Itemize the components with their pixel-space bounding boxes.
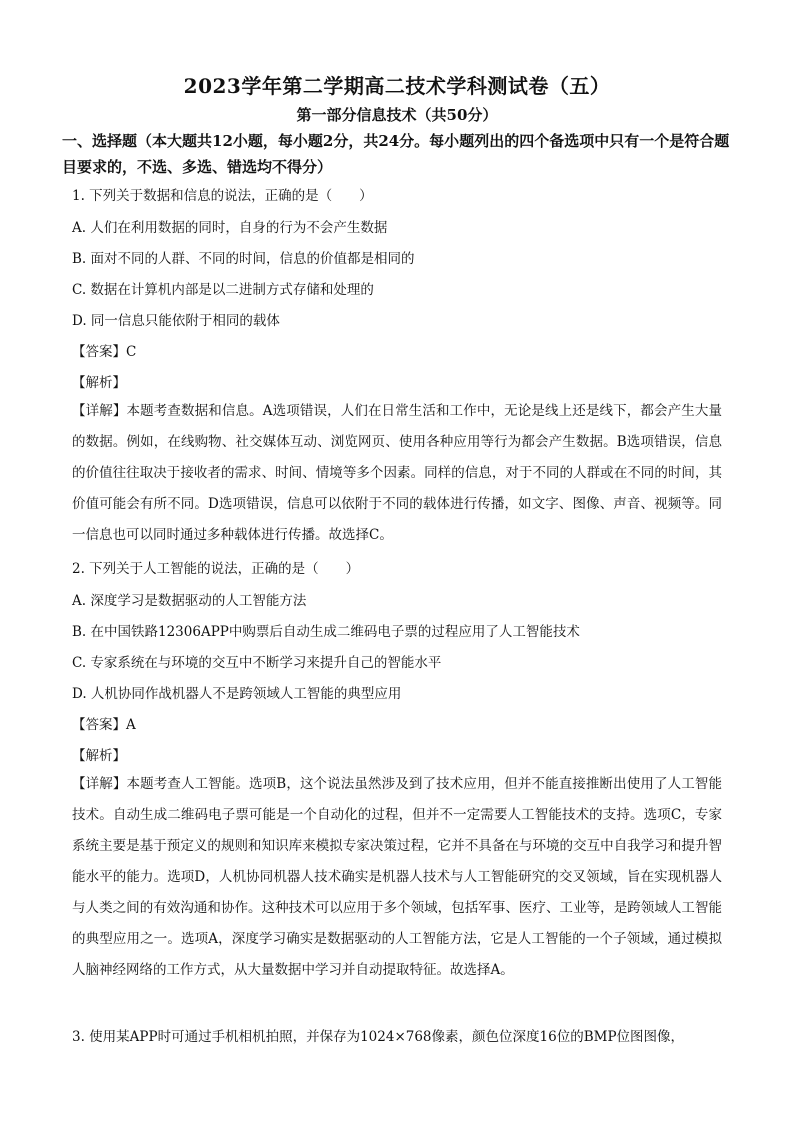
question-2-answer: 【答案】A [72,717,136,733]
question-1-option-a: A. 人们在利用数据的同时，自身的行为不会产生数据 [72,220,388,236]
question-1-stem: 1. 下列关于数据和信息的说法，正确的是（ ） [72,188,373,204]
question-1-analysis-label: 【解析】 [72,375,126,391]
question-1-option-b: B. 面对不同的人群、不同的时间，信息的价值都是相同的 [72,251,415,267]
question-2-option-a: A. 深度学习是数据驱动的人工智能方法 [72,593,307,609]
question-2-option-c: C. 专家系统在与环境的交互中不断学习来提升自己的智能水平 [72,655,442,671]
part-subtitle: 第一部分信息技术（共50分） [296,106,498,124]
question-2-detail: 【详解】本题考查人工智能。选项B，这个说法虽然涉及到了技术应用，但并不能直接推断出使用了人工智能技术。自动生成二维码电子票可能是一个自动化的过程，但并不一定需要人工智能技术的支持。选项C，专家系统主要是基于预定义的规则和知识库来模拟专家决策过程，它并不具备在与环境的交互中自我学习和提升智能水平的能力。选项D，人机协同机器人技术确实是机器人技术与人工智能研究的交叉领域，旨在实现机器人与人类之间的有效沟通和协作。这种技术可以应用于多个领域，包括军事、医疗、工业等，是跨领域人工智能的典型应用之一。选项A，深度学习确实是数据驱动的人工智能方法，它是人工智能的一个子领域，通过模拟人脑神经网络的工作方式，从大量数据中学习并自动提取特征。故选择A。 [72,776,722,978]
exam-title: 2023学年第二学期高二技术学科测试卷（五） [183,74,611,98]
question-2-option-b: B. 在中国铁路12306APP中购票后自动生成二维码电子票的过程应用了人工智能技术 [72,624,580,640]
section-heading: 一、选择题（本大题共12小题，每小题2分，共24分。每小题列出的四个备选项中只有一个是符合题目要求的，不选、多选、错选均不得分） [62,132,730,176]
question-1-option-d: D. 同一信息只能依附于相同的载体 [72,313,280,329]
question-2-stem: 2. 下列关于人工智能的说法，正确的是（ ） [72,561,360,577]
question-1-answer: 【答案】C [72,344,137,360]
question-2-option-d: D. 人机协同作战机器人不是跨领域人工智能的典型应用 [72,686,402,702]
question-1-option-c: C. 数据在计算机内部是以二进制方式存储和处理的 [72,282,374,298]
question-2-analysis-label: 【解析】 [72,748,126,764]
question-3-stem: 3. 使用某APP时可通过手机相机拍照，并保存为1024×768像素，颜色位深度16位的BMP位图图像， [72,1029,685,1045]
question-1-detail: 【详解】本题考查数据和信息。A选项错误，人们在日常生活和工作中，无论是线上还是线下，都会产生大量的数据。例如，在线购物、社交媒体互动、浏览网页、使用各种应用等行为都会产生数据。B选项错误，信息的价值往往取决于接收者的需求、时间、情境等多个因素。同样的信息，对于不同的人群或在不同的时间，其价值可能会有所不同。D选项错误，信息可以依附于不同的载体进行传播，如文字、图像、声音、视频等。同一信息也可以同时通过多种载体进行传播。故选择C。 [72,403,722,543]
